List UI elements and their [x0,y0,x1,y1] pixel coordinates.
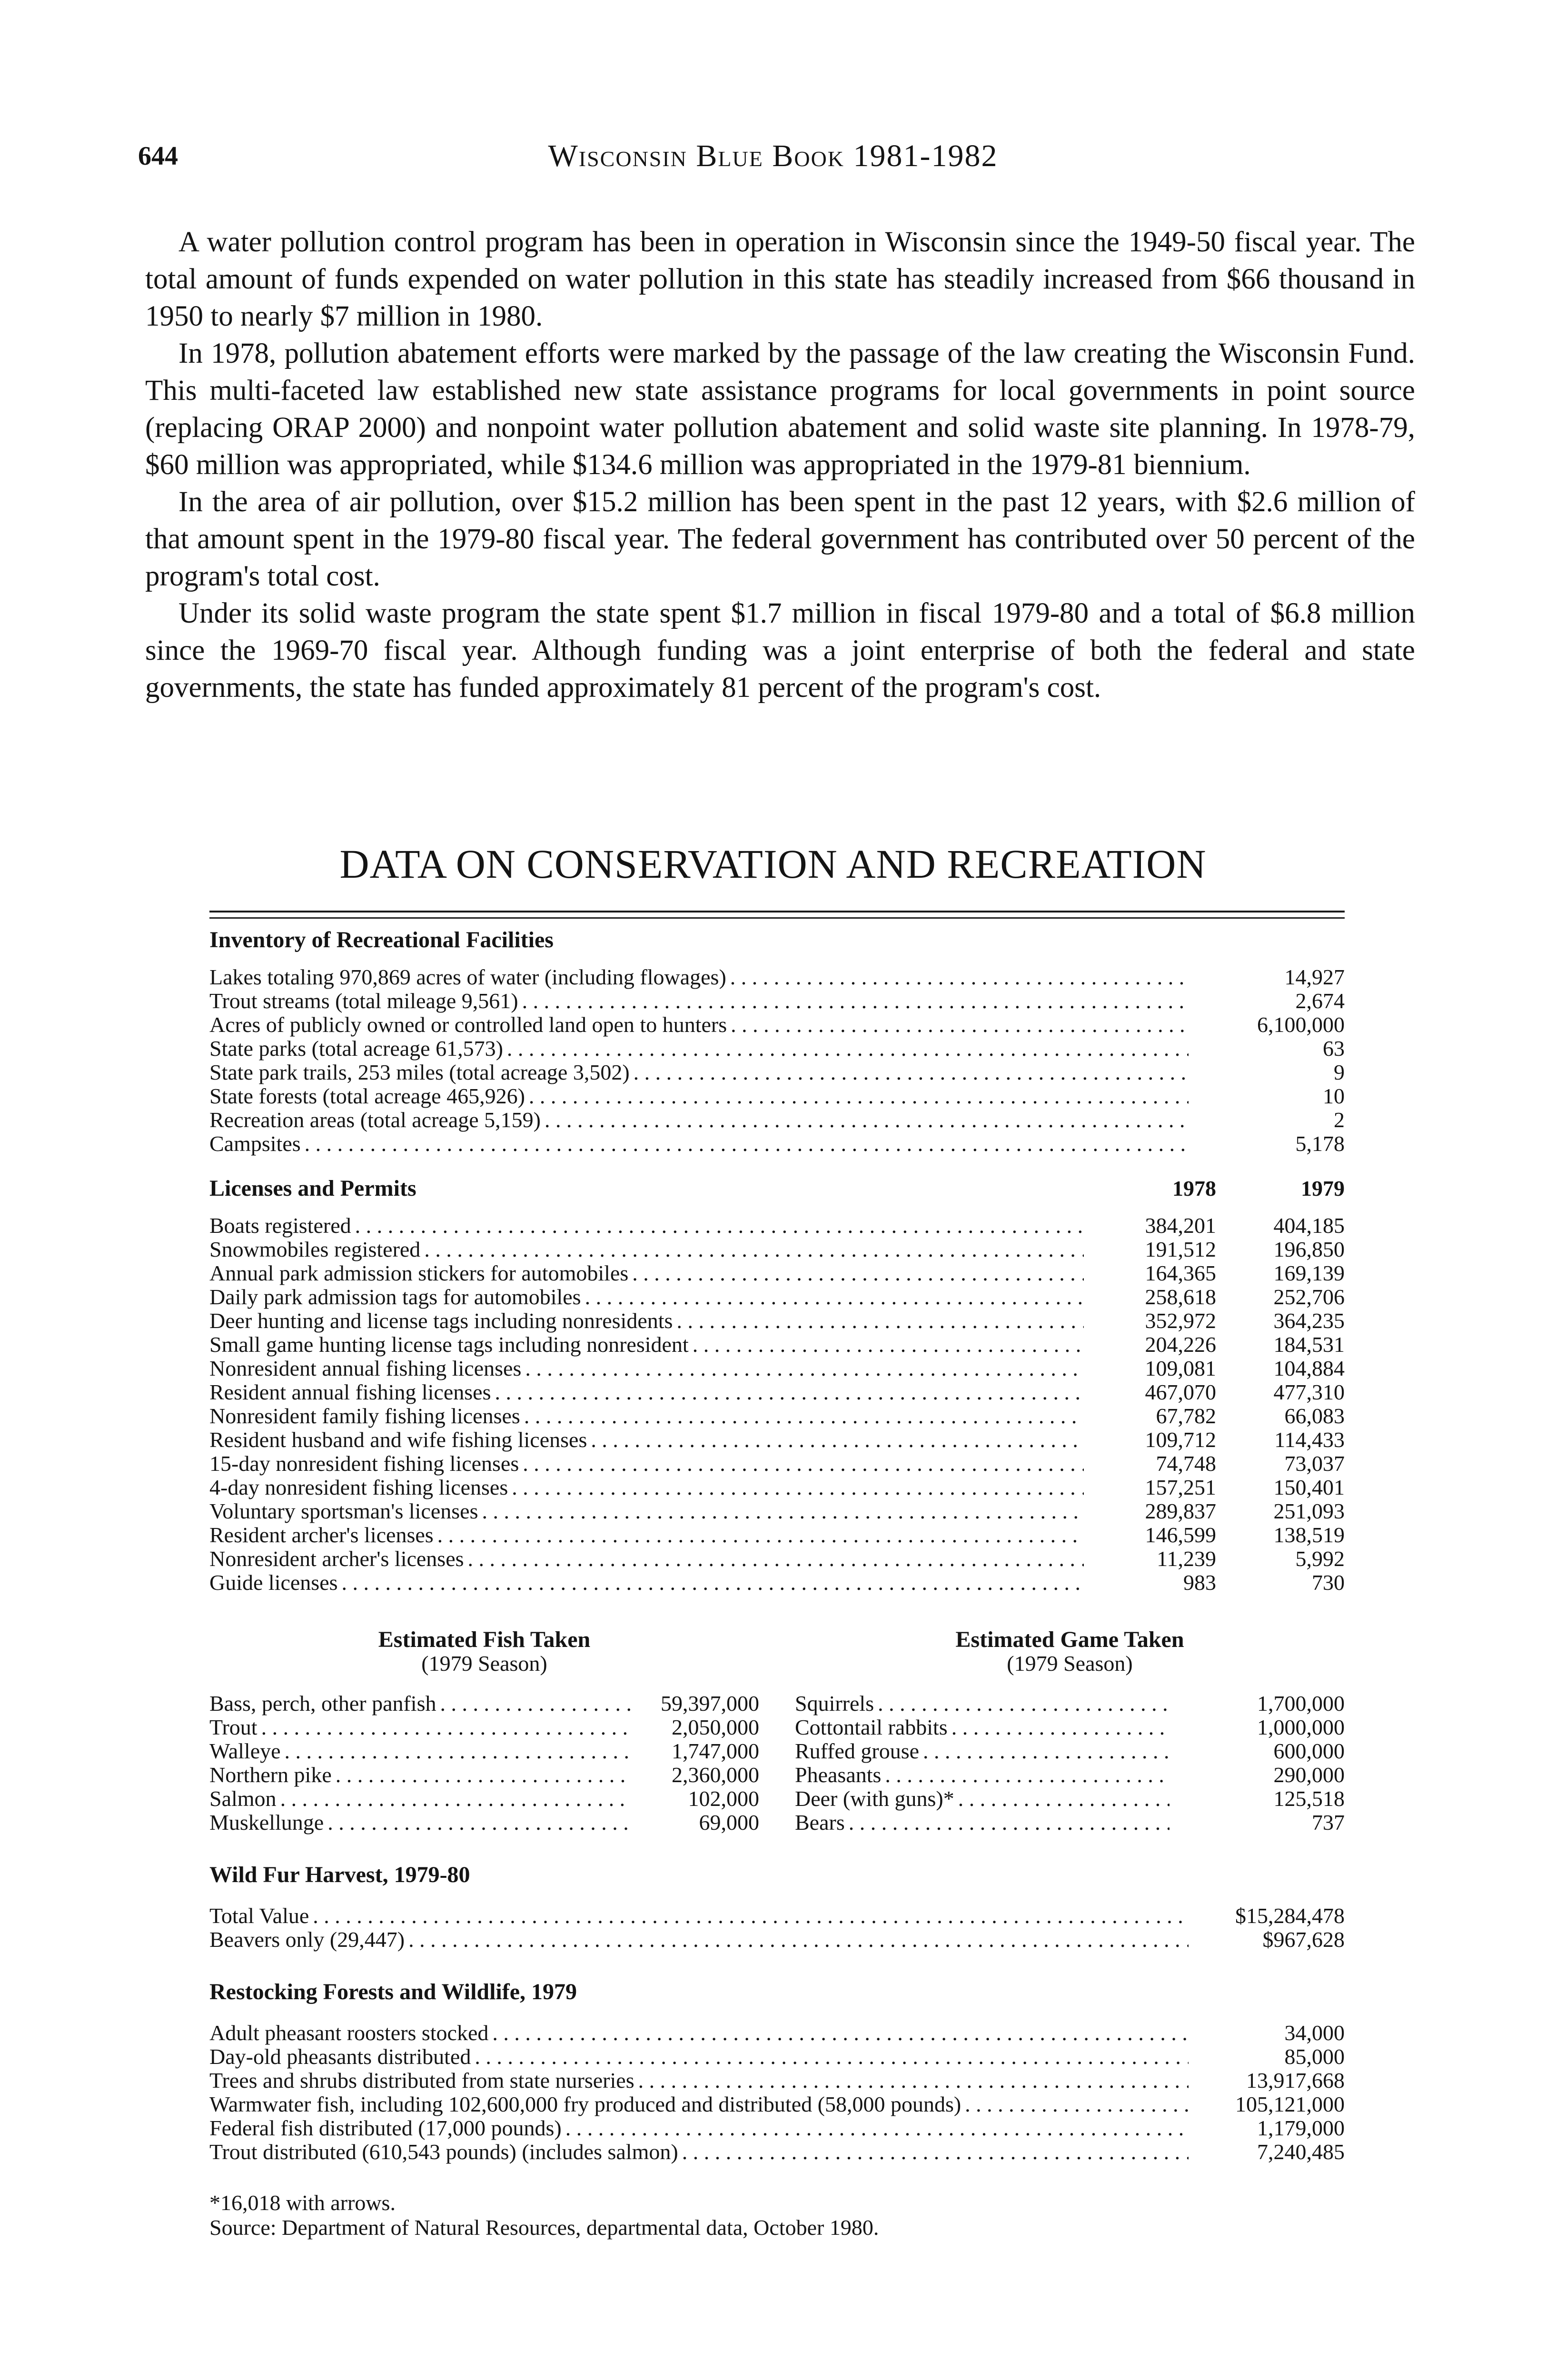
table-row [209,1261,1345,1285]
game-title: Estimated Game Taken [955,1627,1184,1652]
table-row [209,2092,1345,2116]
row-label: Deer (with guns)* [795,1786,954,1811]
fish-game-section [209,1628,1345,1835]
table-row [209,1571,1345,1595]
table-row [209,2045,1345,2069]
row-label: Resident husband and wife fishing licenses [209,1428,587,1452]
table-row [795,1716,1345,1739]
value-1978: 157,251 [1145,1475,1216,1499]
table-row [795,1787,1345,1811]
licenses-heading: Licenses and Permits [209,1176,416,1201]
table-row [209,1523,1345,1547]
value-1978: 204,226 [1145,1332,1216,1357]
row-value: 2,050,000 [672,1715,759,1739]
fish-taken-table [209,1628,759,1835]
row-label: Snowmobiles registered [209,1237,421,1261]
row-label: Nonresident archer's licenses [209,1547,464,1571]
row-label: Pheasants [795,1763,882,1787]
row-label: Small game hunting license tags including nonresident [209,1332,689,1357]
table-row [209,2021,1345,2045]
value-1979: 364,235 [1273,1309,1345,1333]
value-1978: 352,972 [1145,1309,1216,1333]
paragraph: Under its solid waste program the state spent $1.7 million in fiscal 1979-80 and a total of $6.8 million since the 1969-70 fiscal year. Although funding was a joint enterprise of both the federal and state governments, the state has funded approximately 81 percent of the program's cost. [145,597,1415,704]
table-row [209,2069,1345,2092]
row-label: Guide licenses [209,1570,338,1595]
row-value: 69,000 [699,1810,759,1835]
value-1978: 11,239 [1157,1547,1216,1571]
table-row [209,1476,1345,1499]
row-label: Trees and shrubs distributed from state nurseries [209,2068,634,2092]
running-title: Wisconsin Blue Book 1981-1982 [548,139,998,173]
table-row [209,1904,1345,1928]
row-label: Bears [795,1810,845,1835]
row-value: $15,284,478 [1235,1904,1345,1928]
row-label: Acres of publicly owned or controlled land open to hunters [209,1012,727,1037]
table-row [209,1357,1345,1380]
data-tables [209,923,1345,2240]
restocking-heading: Restocking Forests and Wildlife, 1979 [209,1979,577,2004]
row-label: Federal fish distributed (17,000 pounds) [209,2116,562,2140]
paragraph: A water pollution control program has been in operation in Wisconsin since the 1949-50 fiscal year. The total amount of funds expended on water pollution in this state has steadily increased from $66 thousand in 1950 to nearly $7 million in 1980. [145,226,1415,332]
value-1979: 138,519 [1273,1523,1345,1547]
row-label: Cottontail rabbits [795,1715,948,1739]
inventory-table [209,965,1345,1156]
row-value: 9 [1334,1060,1345,1084]
footnotes [209,2191,1345,2240]
row-value: 125,518 [1273,1786,1345,1811]
row-value: 290,000 [1273,1763,1345,1787]
row-label: Ruffed grouse [795,1739,920,1763]
fish-title: Estimated Fish Taken [378,1627,591,1652]
table-row [209,1013,1345,1037]
value-1979: 169,139 [1273,1261,1345,1285]
row-value: 13,917,668 [1246,2068,1345,2092]
table-row [209,1499,1345,1523]
table-row [209,989,1345,1013]
value-1978: 109,712 [1145,1428,1216,1452]
row-label: Warmwater fish, including 102,600,000 fry produced and distributed (58,000 pounds) [209,2092,961,2116]
row-label: State parks (total acreage 61,573) [209,1036,503,1061]
table-row [795,1811,1345,1835]
row-label: Trout streams (total mileage 9,561) [209,989,518,1013]
table-row [209,1037,1345,1061]
row-value: 2,360,000 [672,1763,759,1787]
row-label: Resident archer's licenses [209,1523,434,1547]
table-row [209,1692,759,1716]
row-label: Lakes totaling 970,869 acres of water (including flowages) [209,965,726,989]
row-value: 600,000 [1273,1739,1345,1763]
row-label: Walleye [209,1739,281,1763]
section-title: DATA ON CONSERVATION AND RECREATION [339,841,1207,887]
table-row [209,2116,1345,2140]
table-row [209,1238,1345,1261]
table-row [209,1716,759,1739]
row-value: $967,628 [1262,1927,1345,1952]
table-row [209,1285,1345,1309]
row-value: 10 [1323,1084,1345,1108]
table-row [209,1061,1345,1084]
restocking-table [209,2021,1345,2164]
table-row [209,1787,759,1811]
fish-subtitle: (1979 Season) [421,1651,547,1676]
row-value: 7,240,485 [1257,2140,1345,2164]
value-1979: 404,185 [1273,1213,1345,1238]
row-value: 102,000 [688,1786,759,1811]
fur-heading: Wild Fur Harvest, 1979-80 [209,1862,470,1887]
row-value: 1,000,000 [1257,1715,1345,1739]
table-row [209,1547,1345,1571]
row-label: Daily park admission tags for automobiles [209,1285,581,1309]
game-taken-table [795,1628,1345,1835]
row-value: 1,179,000 [1257,2116,1345,2140]
value-1979: 196,850 [1273,1237,1345,1261]
row-label: Annual park admission stickers for automobiles [209,1261,629,1285]
row-label: Squirrels [795,1691,874,1716]
row-value: 1,700,000 [1257,1691,1345,1716]
row-label: Campsites [209,1131,301,1156]
row-value: 2 [1334,1108,1345,1132]
row-value: 1,747,000 [672,1739,759,1763]
value-1978: 146,599 [1145,1523,1216,1547]
column-header-1979: 1979 [1301,1176,1345,1200]
table-row [209,1084,1345,1108]
value-1978: 384,201 [1145,1213,1216,1238]
value-1979: 66,083 [1284,1404,1345,1428]
value-1979: 114,433 [1274,1428,1345,1452]
table-row [795,1763,1345,1787]
row-label: Bass, perch, other panfish [209,1691,436,1716]
value-1978: 467,070 [1145,1380,1216,1404]
value-1979: 477,310 [1273,1380,1345,1404]
table-row [209,2140,1345,2164]
licenses-table [209,1214,1345,1595]
row-value: 105,121,000 [1235,2092,1345,2116]
value-1979: 184,531 [1273,1332,1345,1357]
value-1979: 104,884 [1273,1356,1345,1380]
row-label: State park trails, 253 miles (total acreage 3,502) [209,1060,630,1084]
row-label: Resident annual fishing licenses [209,1380,491,1404]
table-row [209,1333,1345,1357]
row-value: 2,674 [1295,989,1345,1013]
table-row [209,1132,1345,1156]
row-label: Voluntary sportsman's licenses [209,1499,478,1523]
table-row [209,1452,1345,1476]
table-row [209,1428,1345,1452]
value-1979: 150,401 [1273,1475,1345,1499]
table-row [209,1380,1345,1404]
row-value: 5,178 [1295,1131,1345,1156]
row-value: 34,000 [1284,2021,1345,2045]
value-1979: 5,992 [1295,1547,1345,1571]
body-text [145,224,1415,706]
row-label: 4-day nonresident fishing licenses [209,1475,508,1499]
paragraph: In the area of air pollution, over $15.2 million has been spent in the past 12 years, with $2.6 million of that amount spent in the 1979-80 fiscal year. The federal government has contributed over 50 percent of the program's total cost. [145,486,1415,592]
row-label: Deer hunting and license tags including nonresidents [209,1309,673,1333]
table-row [795,1739,1345,1763]
row-label: Northern pike [209,1763,332,1787]
table-row [209,1928,1345,1952]
table-row [795,1692,1345,1716]
page-number: 644 [138,141,178,171]
footnote-asterisk: *16,018 with arrows. [209,2191,396,2215]
value-1979: 730 [1312,1570,1345,1595]
row-label: Beavers only (29,447) [209,1927,405,1952]
column-header-1978: 1978 [1172,1176,1216,1200]
table-row [209,1739,759,1763]
row-value: 63 [1323,1036,1345,1061]
row-label: Trout distributed (610,543 pounds) (includes salmon) [209,2140,678,2164]
value-1978: 74,748 [1156,1451,1216,1476]
row-value: 737 [1312,1810,1345,1835]
table-row [209,1763,759,1787]
table-row [209,1309,1345,1333]
row-label: Day-old pheasants distributed [209,2044,471,2069]
row-label: Nonresident annual fishing licenses [209,1356,522,1380]
table-row [209,1811,759,1835]
value-1979: 252,706 [1273,1285,1345,1309]
row-value: 14,927 [1284,965,1345,989]
row-label: Recreation areas (total acreage 5,159) [209,1108,541,1132]
row-label: Nonresident family fishing licenses [209,1404,520,1428]
value-1978: 164,365 [1145,1261,1216,1285]
row-label: Adult pheasant roosters stocked [209,2021,489,2045]
value-1978: 258,618 [1145,1285,1216,1309]
row-value: 6,100,000 [1257,1012,1345,1037]
table-row [209,1108,1345,1132]
value-1978: 191,512 [1145,1237,1216,1261]
table-row [209,1404,1345,1428]
value-1978: 67,782 [1156,1404,1216,1428]
value-1979: 251,093 [1273,1499,1345,1523]
value-1979: 73,037 [1284,1451,1345,1476]
paragraph: In 1978, pollution abatement efforts were marked by the passage of the law creating the Wisconsin Fund. This multi-faceted law established new state assistance programs for local governments in point source (replacing ORAP 2000) and nonpoint water pollution abatement and solid waste site planning. In 1978-79, $60 million was appropriated, while $134.6 million was appropriated in the 1979-81 biennium. [145,337,1415,481]
table-row [209,965,1345,989]
inventory-heading: Inventory of Recreational Facilities [209,927,554,952]
table-row [209,1214,1345,1238]
row-value: 59,397,000 [661,1691,759,1716]
fur-table [209,1904,1345,1952]
game-subtitle: (1979 Season) [1007,1651,1133,1676]
row-label: Total Value [209,1904,309,1928]
value-1978: 109,081 [1145,1356,1216,1380]
source-note: Source: Department of Natural Resources, departmental data, October 1980. [209,2215,879,2240]
row-value: 85,000 [1284,2044,1345,2069]
row-label: State forests (total acreage 465,926) [209,1084,525,1108]
licenses-header [209,1177,1345,1200]
row-label: 15-day nonresident fishing licenses [209,1451,519,1476]
double-rule [209,911,1345,919]
row-label: Trout [209,1715,258,1739]
value-1978: 289,837 [1145,1499,1216,1523]
row-label: Muskellunge [209,1810,324,1835]
value-1978: 983 [1183,1570,1216,1595]
row-label: Boats registered [209,1213,351,1238]
row-label: Salmon [209,1786,277,1811]
